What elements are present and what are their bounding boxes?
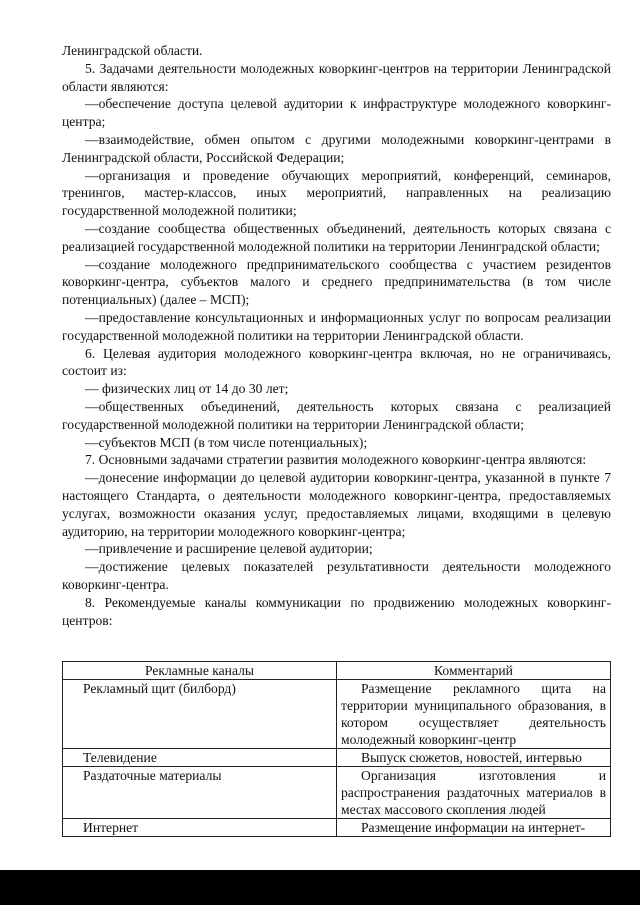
paragraph: 5. Задачами деятельности молодежных коворкинг-центров на территории Ленинградской области являются: [62,60,611,94]
list-item: —достижение целевых показателей результативности деятельности молодежного коворкинг-центра. [62,559,611,592]
column-header-channels: Рекламные каналы [63,662,337,680]
comment-cell: Размещение информации на интернет- [337,819,611,837]
channel-cell: Раздаточные материалы [63,767,337,819]
list-item: —субъектов МСП (в том числе потенциальных); [85,434,368,450]
paragraph: 6. Целевая аудитория молодежного коворкинг-центра включая, но не ограничиваясь, состоит из: [62,345,611,379]
table-header-row [63,662,611,680]
channel-cell: Телевидение [63,749,337,767]
table-row [63,767,611,819]
comment-cell: Выпуск сюжетов, новостей, интервью [337,749,611,767]
channel-cell: Рекламный щит (билборд) [63,680,337,749]
advertising-channels-table [62,661,611,837]
channel-cell: Интернет [63,819,337,837]
paragraph: 7. Основными задачами стратегии развития молодежного коворкинг-центра являются: [85,452,587,468]
list-item: —донесение информации до целевой аудитории коворкинг-центра, указанной в пункте 7 настоящего Стандарта, о деятельности молодежного коворкинг-центра, предоставляемых услугах, возможности оказания услуг, предоставляемых лицами, входящими в целевую аудиторию, на территории молодежного коворкинг-центра; [62,470,611,539]
document-body [62,42,611,629]
list-item: —создание молодежного предпринимательского сообщества с участием резидентов коворкинг-центра, субъектов малого и среднего предпринимательства (в том числе потенциальных) (далее – МСП); [62,256,611,308]
list-item: —предоставление консультационных и информационных услуг по вопросам реализации государственной молодежной политики на территории Ленинградской области. [62,309,611,343]
table-row [63,749,611,767]
comment-cell: Размещение рекламного щита на территории муниципального образования, в котором осуществляет деятельность молодежный коворкинг-центр [337,680,611,749]
table-row [63,680,611,749]
list-item: — физических лиц от 14 до 30 лет; [85,381,289,397]
list-item: —взаимодействие, обмен опытом с другими молодежными коворкинг-центрами в Ленинградской области, Российской Федерации; [62,131,611,165]
table-row [63,819,611,837]
list-item: —обеспечение доступа целевой аудитории к инфраструктуре молодежного коворкинг-центра; [62,96,611,130]
paragraph: 8. Рекомендуемые каналы коммуникации по продвижению молодежных коворкинг-центров: [62,594,611,628]
list-item: —привлечение и расширение целевой аудитории; [85,541,373,557]
comment-cell: Организация изготовления и распространения раздаточных материалов в местах массового скопления людей [337,767,611,819]
list-item: —организация и проведение обучающих мероприятий, конференций, семинаров, тренингов, мастер-классов, иных мероприятий, направленных на реализацию государственной молодежной политики; [62,167,611,219]
paragraph: Ленинградской области. [62,43,203,58]
list-item: —общественных объединений, деятельность которых связана с реализацией государственной молодежной политики на территории Ленинградской области; [62,398,611,432]
list-item: —создание сообщества общественных объединений, деятельность которых связана с реализацией государственной молодежной политики на территории Ленинградской области; [62,220,611,254]
column-header-comment: Комментарий [337,662,611,680]
scan-border [0,870,640,905]
